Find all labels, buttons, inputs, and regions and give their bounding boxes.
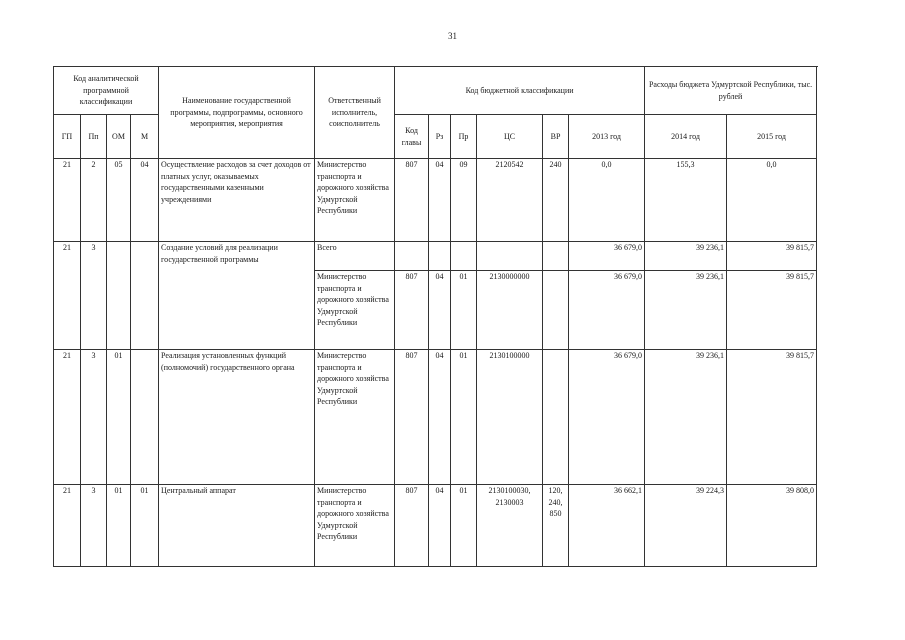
cell-vr	[543, 271, 569, 350]
cell-om	[107, 242, 131, 350]
cell-m: 01	[131, 485, 159, 567]
cell-pr: 01	[451, 271, 477, 350]
cell-vr: 240	[543, 159, 569, 242]
cell-pp: 3	[81, 485, 107, 567]
cell-m	[131, 242, 159, 350]
cell-2015: 39 815,7	[727, 242, 817, 271]
cell-name: Осуществление расходов за счет доходов от платных услуг, оказываемых государственными казенными учреждениями	[159, 159, 315, 242]
cell-kod-glavy: 807	[395, 159, 429, 242]
cell-pr	[451, 242, 477, 271]
cell-2015: 39 815,7	[727, 350, 817, 485]
cell-gp: 21	[54, 350, 81, 485]
cell-gp: 21	[54, 485, 81, 567]
cell-executor: Всего	[315, 242, 395, 271]
cell-gp: 21	[54, 242, 81, 350]
cell-pp: 2	[81, 159, 107, 242]
cell-2013: 0,0	[569, 159, 645, 242]
cell-2013: 36 679,0	[569, 242, 645, 271]
cell-2013: 36 679,0	[569, 350, 645, 485]
header-rz: Рз	[429, 115, 451, 159]
cell-kod-glavy	[395, 242, 429, 271]
cell-kod-glavy: 807	[395, 350, 429, 485]
cell-pp: 3	[81, 242, 107, 350]
cell-m	[131, 350, 159, 485]
cell-executor: Министерство транспорта и дорожного хозяйства Удмуртской Республики	[315, 271, 395, 350]
header-kod-glavy: Код главы	[395, 115, 429, 159]
cell-name: Создание условий для реализации государственной программы	[159, 242, 315, 350]
cell-rz: 04	[429, 271, 451, 350]
header-2014: 2014 год	[645, 115, 727, 159]
header-pr: Пр	[451, 115, 477, 159]
cell-gp: 21	[54, 159, 81, 242]
header-executor: Ответственный исполнитель, соисполнитель	[315, 67, 395, 159]
header-code-group: Код аналитической программной классификации	[54, 67, 159, 115]
header-2013: 2013 год	[569, 115, 645, 159]
header-expenses: Расходы бюджета Удмуртской Республики, тыс. рублей	[645, 67, 817, 115]
cell-2013: 36 662,1	[569, 485, 645, 567]
cell-rz	[429, 242, 451, 271]
cell-cs: 2130100030, 2130003	[477, 485, 543, 567]
header-name: Наименование государственной программы, подпрограммы, основного мероприятия, мероприятия	[159, 67, 315, 159]
cell-om: 01	[107, 485, 131, 567]
header-gp: ГП	[54, 115, 81, 159]
cell-executor: Министерство транспорта и дорожного хозяйства Удмуртской Республики	[315, 350, 395, 485]
cell-om: 01	[107, 350, 131, 485]
cell-pr: 01	[451, 485, 477, 567]
cell-vr: 120, 240, 850	[543, 485, 569, 567]
cell-cs: 2130100000	[477, 350, 543, 485]
cell-2015: 0,0	[727, 159, 817, 242]
cell-vr	[543, 350, 569, 485]
cell-pr: 01	[451, 350, 477, 485]
cell-2015: 39 808,0	[727, 485, 817, 567]
cell-kod-glavy: 807	[395, 271, 429, 350]
cell-cs: 2120542	[477, 159, 543, 242]
cell-om: 05	[107, 159, 131, 242]
table-row	[54, 350, 817, 485]
cell-kod-glavy: 807	[395, 485, 429, 567]
cell-2014: 155,3	[645, 159, 727, 242]
header-vr: ВР	[543, 115, 569, 159]
cell-rz: 04	[429, 485, 451, 567]
cell-pr: 09	[451, 159, 477, 242]
cell-rz: 04	[429, 159, 451, 242]
header-m: М	[131, 115, 159, 159]
header-pp: Пп	[81, 115, 107, 159]
page-number: 31	[448, 31, 457, 41]
cell-pp: 3	[81, 350, 107, 485]
cell-cs	[477, 242, 543, 271]
cell-2014: 39 224,3	[645, 485, 727, 567]
cell-name: Реализация установленных функций (полномочий) государственного органа	[159, 350, 315, 485]
cell-name: Центральный аппарат	[159, 485, 315, 567]
table-row	[54, 242, 817, 271]
cell-2014: 39 236,1	[645, 242, 727, 271]
cell-executor: Министерство транспорта и дорожного хозяйства Удмуртской Республики	[315, 159, 395, 242]
cell-cs: 2130000000	[477, 271, 543, 350]
budget-table	[53, 66, 817, 567]
cell-2014: 39 236,1	[645, 271, 727, 350]
header-2015: 2015 год	[727, 115, 817, 159]
table-row	[54, 159, 817, 242]
cell-2014: 39 236,1	[645, 350, 727, 485]
cell-vr	[543, 242, 569, 271]
cell-rz: 04	[429, 350, 451, 485]
header-cs: ЦС	[477, 115, 543, 159]
cell-m: 04	[131, 159, 159, 242]
cell-executor: Министерство транспорта и дорожного хозяйства Удмуртской Республики	[315, 485, 395, 567]
header-budget-code: Код бюджетной классификации	[395, 67, 645, 115]
cell-2013: 36 679,0	[569, 271, 645, 350]
table-row	[54, 485, 817, 567]
header-om: ОМ	[107, 115, 131, 159]
cell-2015: 39 815,7	[727, 271, 817, 350]
